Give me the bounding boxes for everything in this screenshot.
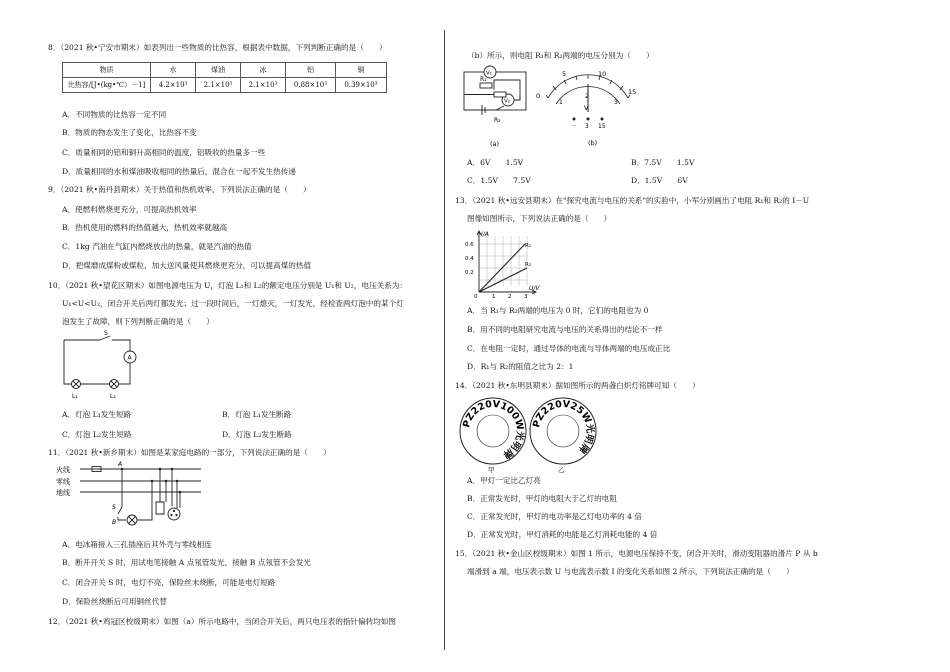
dial-tick-5: 5 [562, 70, 567, 78]
q13-r1-line-label: R₁ [525, 243, 532, 249]
table-header: 铜 [336, 63, 387, 78]
dial-inner-tick-3: 3 [614, 99, 618, 106]
column-divider [444, 30, 445, 650]
q10-switch-label: S [104, 330, 108, 337]
q11-household-circuit [56, 462, 206, 528]
q13-option-b: B．用不同的电阻研究电流与电压的关系得出的结论不一样 [467, 325, 663, 334]
q10-lamp2-label: L₂ [110, 393, 116, 400]
q14-option-c: C．正常发光时，甲灯的电功率是乙灯电功率的 4 倍 [467, 512, 642, 521]
q11-ground-wire-label: 地线 [56, 489, 70, 497]
q12-caption-b: (b) [588, 139, 598, 147]
q12-option-b: B．7.5V 1.5V [631, 158, 695, 167]
q13-y-tick: 0.6 [465, 242, 474, 248]
q14-option-b: B．正常发光时，甲灯的电阻大于乙灯的电阻 [467, 494, 617, 503]
dial-inner-tick-2: 2 [585, 93, 589, 100]
q12-circuit-a [460, 64, 530, 148]
q9-stem: 9．（2021 秋•南丹县期末）关于热值和热机效率，下列说法正确的是（ ） [48, 185, 311, 194]
q12-option-d: D．1.5V 6V [631, 176, 688, 185]
q14-lamp-nameplates [457, 393, 617, 473]
q10-stem-line1: 10．（2021 秋•望花区期末）如图电源电压为 U，灯泡 L₁和 L₂的额定电压分别是 U₁和 U₂，电压关系为： [48, 281, 407, 290]
q9-option-d: D．把煤磨成煤粉或煤粒，加大送风量使其燃烧更充分，可以提高煤的热值 [62, 261, 312, 270]
q12-voltmeter-dial-b [534, 64, 644, 148]
q13-x-axis-label: U/V [529, 285, 540, 292]
q12-voltmeter2-label: V₂ [504, 98, 510, 105]
table-header: 水 [151, 63, 196, 78]
q12-stem-line2: （b）所示，则电阻 R₁和 R₂两端的电压分别为（ ） [467, 51, 654, 60]
q11-neutral-wire-label: 零线 [56, 478, 70, 486]
q12-r2-label: R₂ [494, 117, 501, 124]
q13-x-tick: 2 [508, 294, 512, 300]
q12-r1-label: R₁ [480, 76, 487, 83]
q8-option-a: A．不同物质的比热容一定不同 [62, 110, 167, 119]
q10-circuit-diagram [58, 332, 150, 404]
dial-tick-15: 15 [628, 88, 637, 96]
table-header: 铝 [286, 63, 336, 78]
table-cell: 4.2×10³ [151, 78, 196, 93]
q14-option-d: D．正常发光时，甲灯消耗的电能是乙灯消耗电能的 4 倍 [467, 530, 658, 539]
q8-specific-heat-table [62, 62, 387, 93]
q12-voltmeter1-label: V₁ [486, 70, 492, 77]
dial-tick-10: 10 [598, 70, 607, 78]
q8-option-d: D．质量相同的水和煤油吸收相同的热量后，混合在一起不发生热传递 [62, 167, 296, 176]
q11-point-a-label: A [118, 461, 123, 468]
q10-ammeter-label: A [127, 354, 132, 362]
q13-y-tick: 0.2 [465, 270, 474, 276]
q10-option-c: C．灯泡 L₂发生短路 [62, 430, 132, 439]
lamp2-caption: 乙 [558, 466, 565, 474]
q10-stem-line2: U₁<U<U₂，闭合开关后两灯都发光；过一段时间后，一灯熄灭，一灯发光，经检查两灯泡中的某个灯 [62, 299, 404, 308]
table-cell: 0.88×10³ [286, 78, 336, 93]
q11-option-c: C．闭合开关 S 时，电灯不亮，保险丝未烧断，可能是电灯短路 [62, 578, 276, 587]
q8-stem: 8．（2021 秋•宁安市期末）如表列出一些物质的比热容，根据表中数据，下列判断正确的是（ ） [48, 43, 387, 52]
table-header: 物质 [63, 63, 151, 78]
terminal-3: 3 [585, 123, 589, 130]
q9-option-c: C．1kg 汽油在气缸内燃烧放出的热量，就是汽油的热值 [62, 242, 252, 251]
table-row-label: 比热容/[J•(kg•℃）－1] [63, 78, 151, 93]
q12-stem: 12．（2021 秋•鸡冠区校级期末）如图（a）所示电路中，当闭合开关后，两只电压表的指针偏转均如图 [48, 617, 396, 626]
lamp1-caption: 甲 [488, 466, 495, 474]
q11-stem: 11．（2021 秋•新乡期末）如图是某家庭电路的一部分，下列说法正确的是（ ） [48, 448, 331, 457]
dial-tick-0: 0 [536, 92, 541, 100]
q14-stem: 14．（2021 秋•东明县期末）据如图所示的两盏白炽灯铭牌可知（ ） [455, 381, 700, 390]
q11-live-wire-label: 火线 [56, 466, 70, 474]
q10-option-d: D．灯泡 L₂发生断路 [222, 430, 292, 439]
q13-stem-line2: 图像如图所示，下列说法正确的是（ ） [467, 214, 612, 223]
q14-option-a: A．甲灯一定比乙灯亮 [467, 476, 541, 485]
lamp1-nameplate-ring: PZ220V100W光明牌 [461, 398, 526, 461]
q9-option-a: A．使燃料燃烧更充分，可提高热机效率 [62, 205, 197, 214]
q13-iu-graph [461, 228, 543, 298]
q13-x-tick: 1 [492, 294, 496, 300]
q13-x-tick: 0 [474, 294, 478, 300]
q11-option-a: A．电冰箱接入三孔插座后其外壳与零线相连 [62, 540, 212, 549]
q10-option-b: B．灯泡 L₁发生断路 [222, 410, 292, 419]
table-cell: 2.1×10³ [196, 78, 241, 93]
q11-option-d: D．保险丝烧断后可用铜丝代替 [62, 597, 167, 606]
q11-point-b-label: B [112, 519, 117, 526]
q13-r2-line-label: R₂ [525, 262, 532, 268]
dial-unit: V [584, 104, 589, 112]
q13-option-d: D．R₁与 R₂的阻值之比为 2：1 [467, 362, 574, 371]
terminal-minus: － [571, 123, 578, 130]
q9-option-b: B．热机使用的燃料的热值越大，热机效率就越高 [62, 223, 228, 232]
table-header: 煤油 [196, 63, 241, 78]
table-header: 冰 [241, 63, 286, 78]
q10-lamp1-label: L₁ [72, 393, 78, 400]
q15-stem-line2: 端滑到 a 端，电压表示数 U 与电流表示数 I 的变化关系如图 2 所示，下列说法正确的是（ ） [467, 567, 794, 576]
lamp2-nameplate-ring: PZ220V25W光明牌 [531, 398, 596, 456]
q8-option-b: B．物质的物态发生了变化，比热容不变 [62, 128, 197, 137]
q13-option-a: A．当 R₁与 R₂两端的电压为 0 时，它们的电阻也为 0 [467, 306, 649, 315]
q13-y-tick: 0.4 [465, 256, 474, 262]
q12-option-a: A．6V 1.5V [467, 158, 524, 167]
q13-stem-line1: 13．（2021 秋•远安县期末）在"探究电流与电压的关系"的实验中，小军分别画出了电阻 R₁和 R₂的 I－U [455, 196, 810, 205]
terminal-15: 15 [598, 123, 606, 130]
q11-switch-label: S [112, 504, 116, 511]
q8-option-c: C．质量相同的铝和铜升高相同的温度，铝吸收的热量多一些 [62, 148, 266, 157]
q13-y-axis-label: I/A [481, 231, 489, 238]
q15-stem-line1: 15．（2021 秋•金山区校级期末）如图 1 所示，电源电压保持不变，闭合开关时，滑动变阻器的滑片 P 从 b [455, 549, 818, 558]
table-cell: 2.1×10³ [241, 78, 286, 93]
q13-option-c: C．在电阻一定时，通过导体的电流与导体两端的电压成正比 [467, 344, 671, 353]
q13-x-tick: 3 [524, 294, 528, 300]
q12-option-c: C．1.5V 7.5V [467, 176, 531, 185]
q12-caption-a: (a) [490, 140, 500, 148]
q10-option-a: A．灯泡 L₁发生短路 [62, 410, 132, 419]
table-cell: 0.39×10³ [336, 78, 387, 93]
q11-option-b: B．断开开关 S 时，用试电笔接触 A 点氖管发光，接触 B 点氖管不会发光 [62, 558, 311, 567]
dial-inner-tick-1: 1 [559, 99, 563, 106]
q10-stem-line3: 泡发生了故障，则下列判断正确的是（ ） [62, 317, 214, 326]
